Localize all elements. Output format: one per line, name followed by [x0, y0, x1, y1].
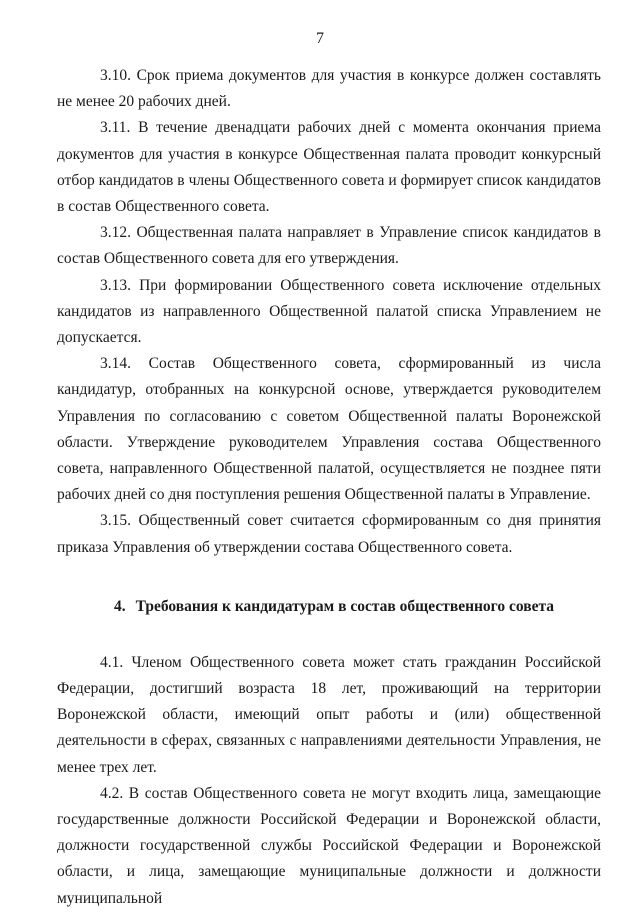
section-number: 4.: [113, 597, 126, 615]
paragraph-4-1: 4.1. Членом Общественного совета может стать гражданин Российской Федерации, достигший возраста 18 лет, проживающий на территории Воронежской области, имеющий опыт работы и (или) общественной деятельности в сферах, связанных с направлениями деятельности Управления, не менее трех лет.: [57, 653, 601, 776]
paragraph-3-15: 3.15. Общественный совет считается сформированным со дня принятия приказа Управления об утверждении состава Общественного совета.: [57, 512, 601, 556]
paragraph-4-2: 4.2. В состав Общественного совета не могут входить лица, замещающие государственные должности Российской Федерации и Воронежской области, должности государственной службы Российской Федерации и Воронежской области, и лица, замещающие муниципальные должности и должности муниципальной: [57, 784, 601, 907]
paragraph-3-10: 3.10. Срок приема документов для участия в конкурсе должен составлять не менее 20 рабочих дней.: [57, 67, 601, 111]
paragraph-3-14: 3.14. Состав Общественного совета, сформированный из числа кандидатур, отобранных на конкурсной основе, утверждается руководителем Управления по согласованию с советом Общественной палаты Воронежской области. Утверждение руководителем Управления состава Общественного совета, направленного Общественной палатой, осуществляется не позднее пяти рабочих дней со дня поступления решения Общественной палаты в Управление.: [57, 355, 601, 504]
page-number: 7: [316, 30, 324, 47]
paragraph-3-11: 3.11. В течение двенадцати рабочих дней с момента окончания приема документов для участия в конкурсе Общественная палата проводит конкурсный отбор кандидатов в члены Общественного совета и формирует список кандидатов в состав Общественного совета.: [57, 119, 601, 216]
document-body: [57, 63, 601, 912]
section-heading: [57, 594, 601, 620]
paragraph-3-13: 3.13. При формировании Общественного совета исключение отдельных кандидатов из направленного Общественной палатой списка Управлением не допускается.: [57, 276, 601, 347]
paragraph-3-12: 3.12. Общественная палата направляет в Управление список кандидатов в состав Общественного совета для его утверждения.: [57, 224, 601, 268]
section-title: Требования к кандидатурам в состав общественного совета: [135, 597, 555, 615]
